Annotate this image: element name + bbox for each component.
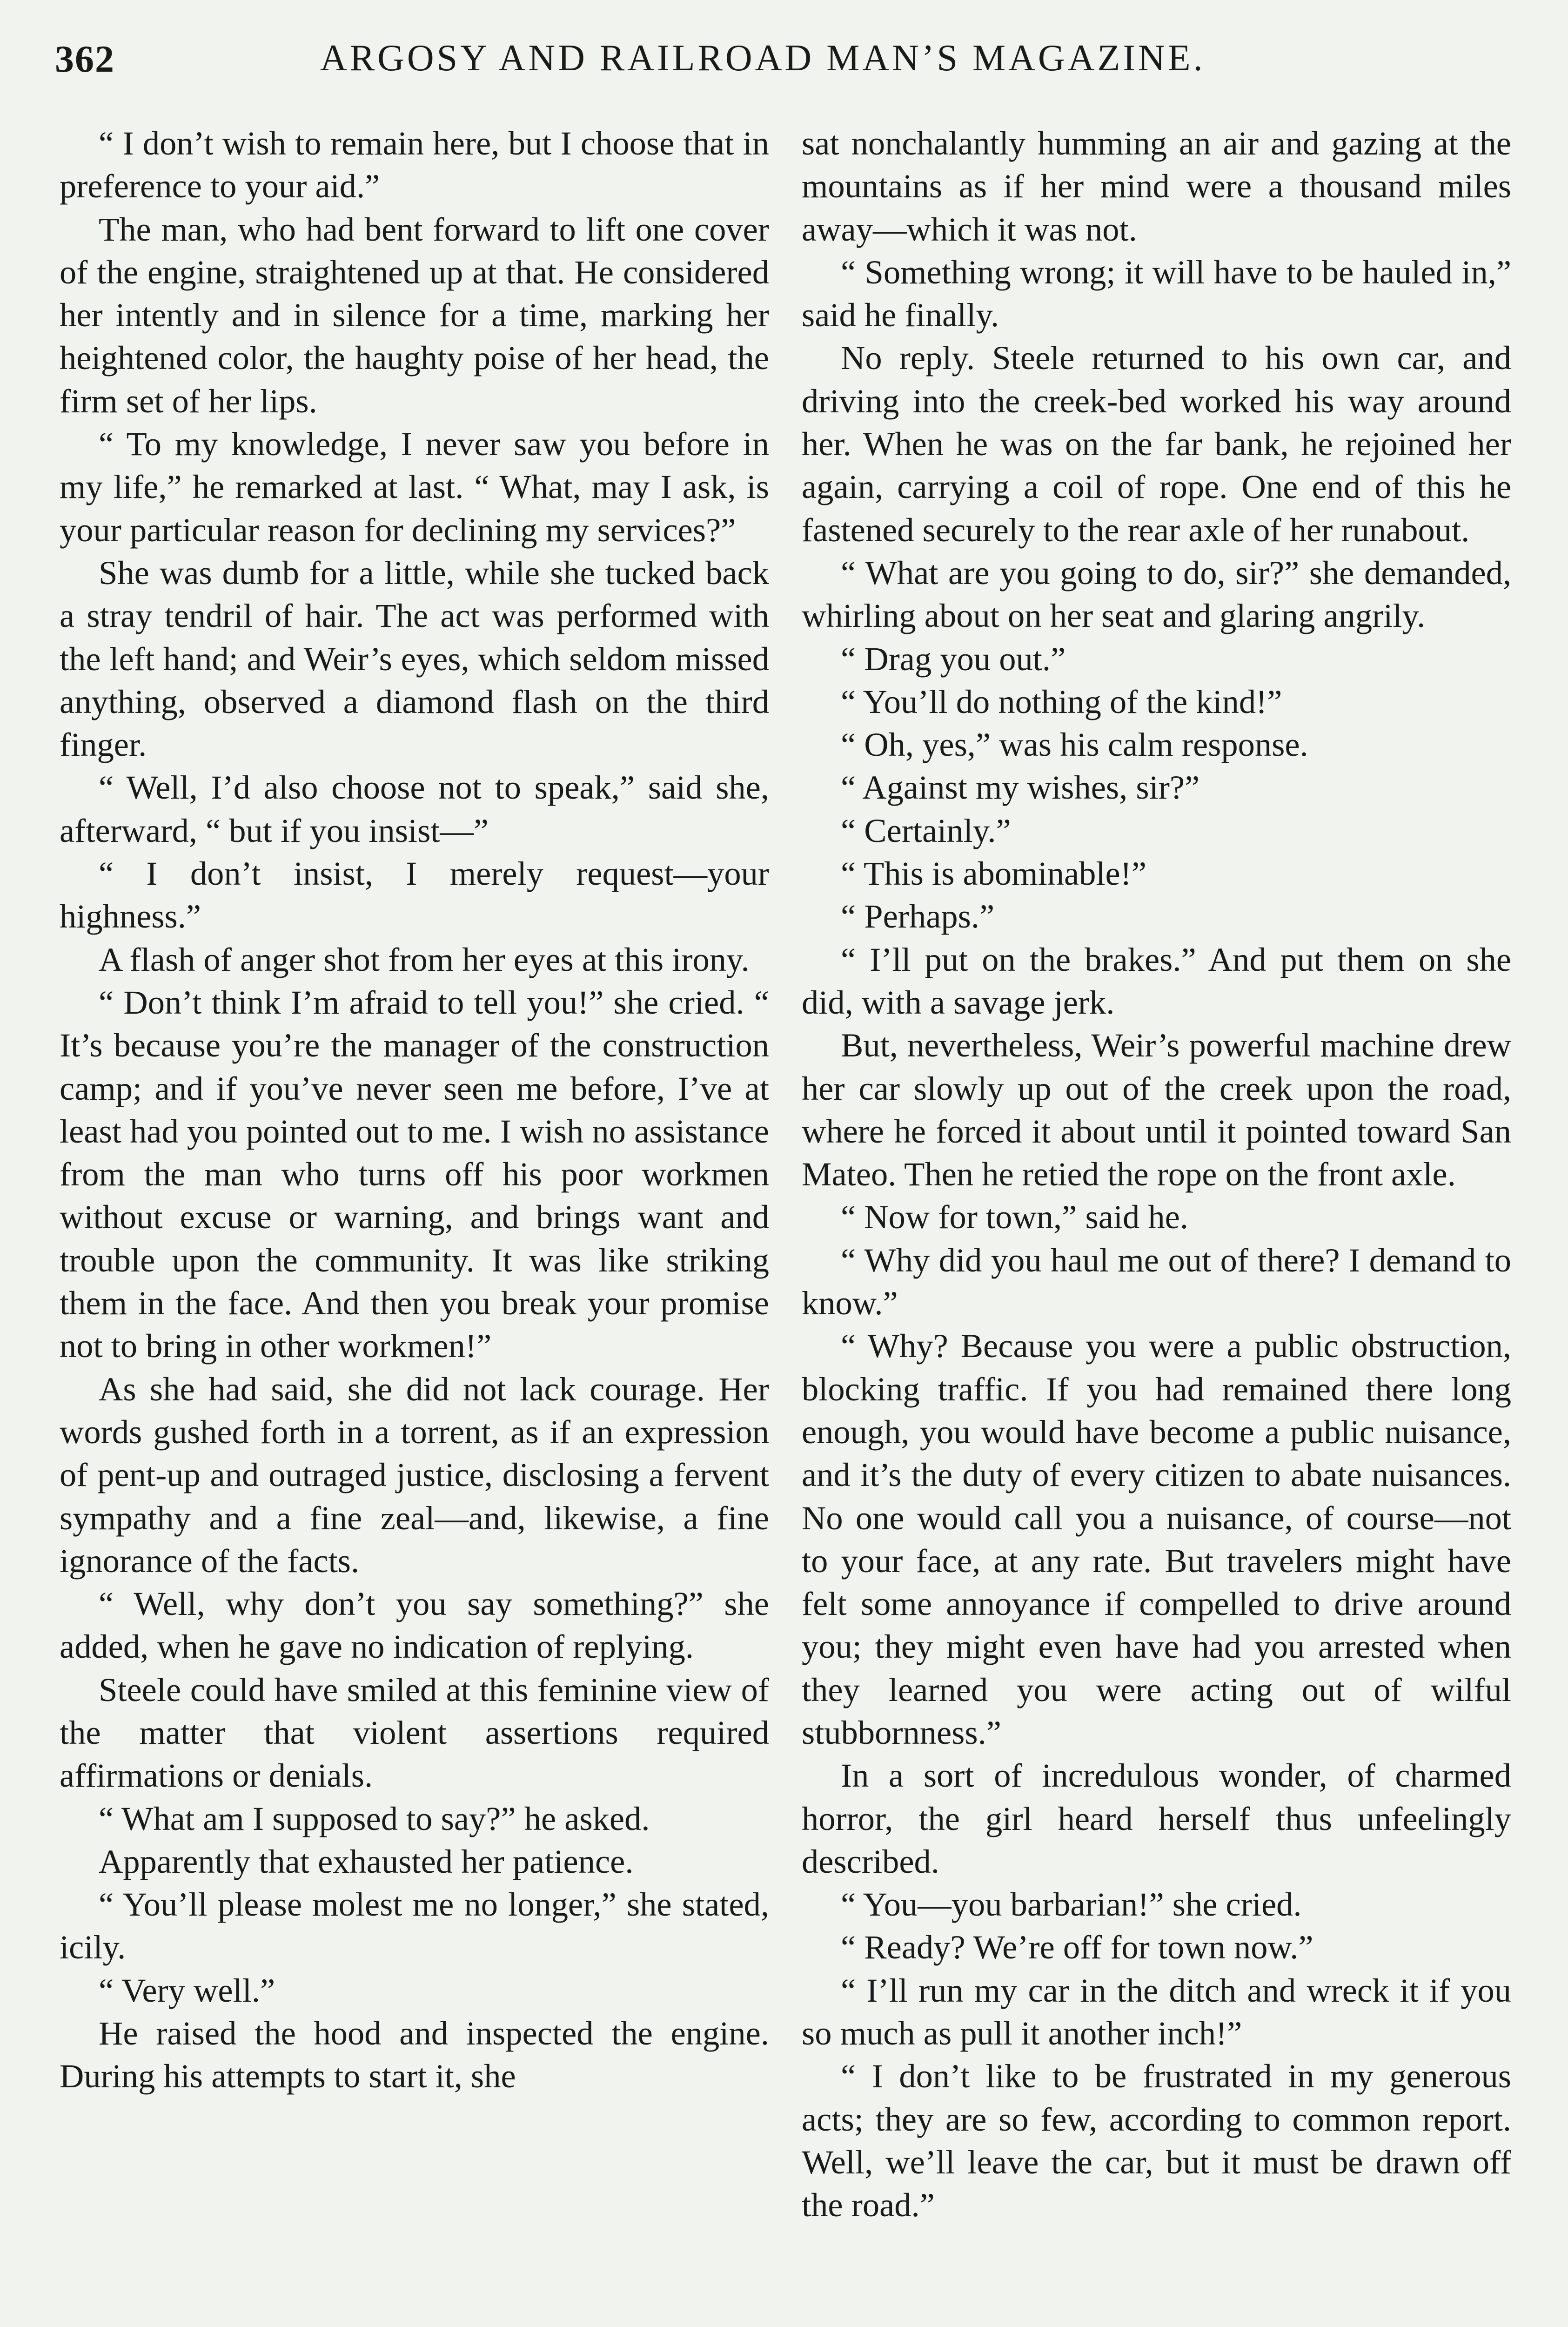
paragraph: “ What am I supposed to say?” he asked.: [99, 1799, 650, 1837]
paragraph: “ I’ll run my car in the ditch and wreck it if you so much as pull it another inch!”: [802, 1971, 1511, 2052]
paragraph: “ Perhaps.”: [841, 897, 995, 935]
paragraph: “ Well, why don’t you say something?” she added, when he gave no indication of replying.: [60, 1585, 769, 1666]
paragraph: She was dumb for a little, while she tucked back a stray tendril of hair. The act was performed with the left hand; and Weir’s eyes, which seldom missed anything, observed a diamond flash on the third finger.: [60, 553, 769, 764]
text-columns: [60, 122, 1511, 2327]
paragraph: “ You’ll do nothing of the kind!”: [841, 682, 1282, 720]
paragraph: “ Something wrong; it will have to be hauled in,” said he finally.: [802, 253, 1511, 334]
paragraph: Steele could have smiled at this feminine view of the matter that violent assertions required affirmations or denials.: [60, 1670, 769, 1795]
paragraph: “ I don’t insist, I merely request—your highness.”: [60, 854, 769, 935]
paragraph: “ Why did you haul me out of there? I demand to know.”: [802, 1241, 1511, 1322]
paragraph: Apparently that exhausted her patience.: [99, 1842, 634, 1880]
paragraph: In a sort of incredulous wonder, of charmed horror, the girl heard herself thus unfeelingly described.: [802, 1756, 1511, 1880]
paragraph: “ Very well.”: [99, 1971, 275, 2009]
paragraph: “ You—you barbarian!” she cried.: [841, 1885, 1302, 1923]
paragraph: “ Ready? We’re off for town now.”: [841, 1928, 1313, 1966]
paragraph: “ What are you going to do, sir?” she demanded, whirling about on her seat and glaring angrily.: [802, 553, 1511, 635]
paragraph: “ I’ll put on the brakes.” And put them on she did, with a savage jerk.: [802, 940, 1511, 1021]
left-column: [60, 122, 769, 2327]
paragraph: “ Now for town,” said he.: [841, 1198, 1188, 1236]
paragraph: “ Against my wishes, sir?”: [841, 768, 1200, 807]
paragraph: sat nonchalantly humming an air and gazing at the mountains as if her mind were a thousand miles away—which it was not.: [802, 124, 1511, 248]
paragraph: “ Drag you out.”: [841, 639, 1066, 678]
right-column: [802, 122, 1511, 2327]
page-header: [55, 37, 1513, 93]
paragraph: “ I don’t like to be frustrated in my generous acts; they are so few, according to common report. Well, we’ll leave the car, but it must be drawn off the road.”: [802, 2057, 1511, 2224]
paragraph: “ Why? Because you were a public obstruction, blocking traffic. If you had remained there long enough, you would have become a public nuisance, and it’s the duty of every citizen to abate nuisances. No one would call you a nuisance, of course—not to your face, at any rate. But travelers might have felt some annoyance if compelled to drive around you; they might even have had you arrested when they learned you were acting out of wilful stubbornness.”: [802, 1327, 1511, 1751]
paragraph: “ Don’t think I’m afraid to tell you!” she cried. “ It’s because you’re the manager of the construction camp; and if you’ve never seen me before, I’ve at least had you pointed out to me. I wish no assistance from the man who turns off his poor workmen without excuse or warning, and brings want and trouble upon the community. It was like striking them in the face. And then you break your promise not to bring in other workmen!”: [60, 983, 769, 1365]
paragraph: “ Well, I’d also choose not to speak,” said she, afterward, “ but if you insist—”: [60, 768, 769, 849]
paragraph: “ Oh, yes,” was his calm response.: [841, 726, 1308, 764]
paragraph: A flash of anger shot from her eyes at this irony.: [99, 940, 750, 978]
paragraph: He raised the hood and inspected the engine. During his attempts to start it, she: [60, 2014, 769, 2095]
paragraph: “ You’ll please molest me no longer,” she stated, icily.: [60, 1885, 769, 1966]
paragraph: “ Certainly.”: [841, 811, 1011, 849]
page-number: 362: [55, 38, 115, 80]
paragraph: “ To my knowledge, I never saw you before in my life,” he remarked at last. “ What, may I ask, is your particular reason for declining my services?”: [60, 425, 769, 549]
paragraph: “ This is abominable!”: [841, 854, 1147, 893]
paragraph: “ I don’t wish to remain here, but I choose that in preference to your aid.”: [60, 124, 769, 205]
paragraph: But, nevertheless, Weir’s powerful machine drew her car slowly up out of the creek upon the road, where he forced it about until it pointed toward San Mateo. Then he retied the rope on the front axle.: [802, 1026, 1511, 1193]
paragraph: No reply. Steele returned to his own car, and driving into the creek-bed worked his way around her. When he was on the far bank, he rejoined her again, carrying a coil of rope. One end of this he fastened securely to the rear axle of her runabout.: [802, 339, 1511, 549]
paragraph: As she had said, she did not lack courage. Her words gushed forth in a torrent, as if an expression of pent-up and outraged justice, disclosing a fervent sympathy and a fine zeal—and, likewise, a fine ignorance of the facts.: [60, 1370, 769, 1580]
running-title: ARGOSY AND RAILROAD MAN’S MAGAZINE.: [320, 38, 1206, 79]
paragraph: The man, who had bent forward to lift one cover of the engine, straightened up at that. He considered her intently and in silence for a time, marking her heightened color, the haughty poise of her head, the firm set of her lips.: [60, 210, 769, 420]
